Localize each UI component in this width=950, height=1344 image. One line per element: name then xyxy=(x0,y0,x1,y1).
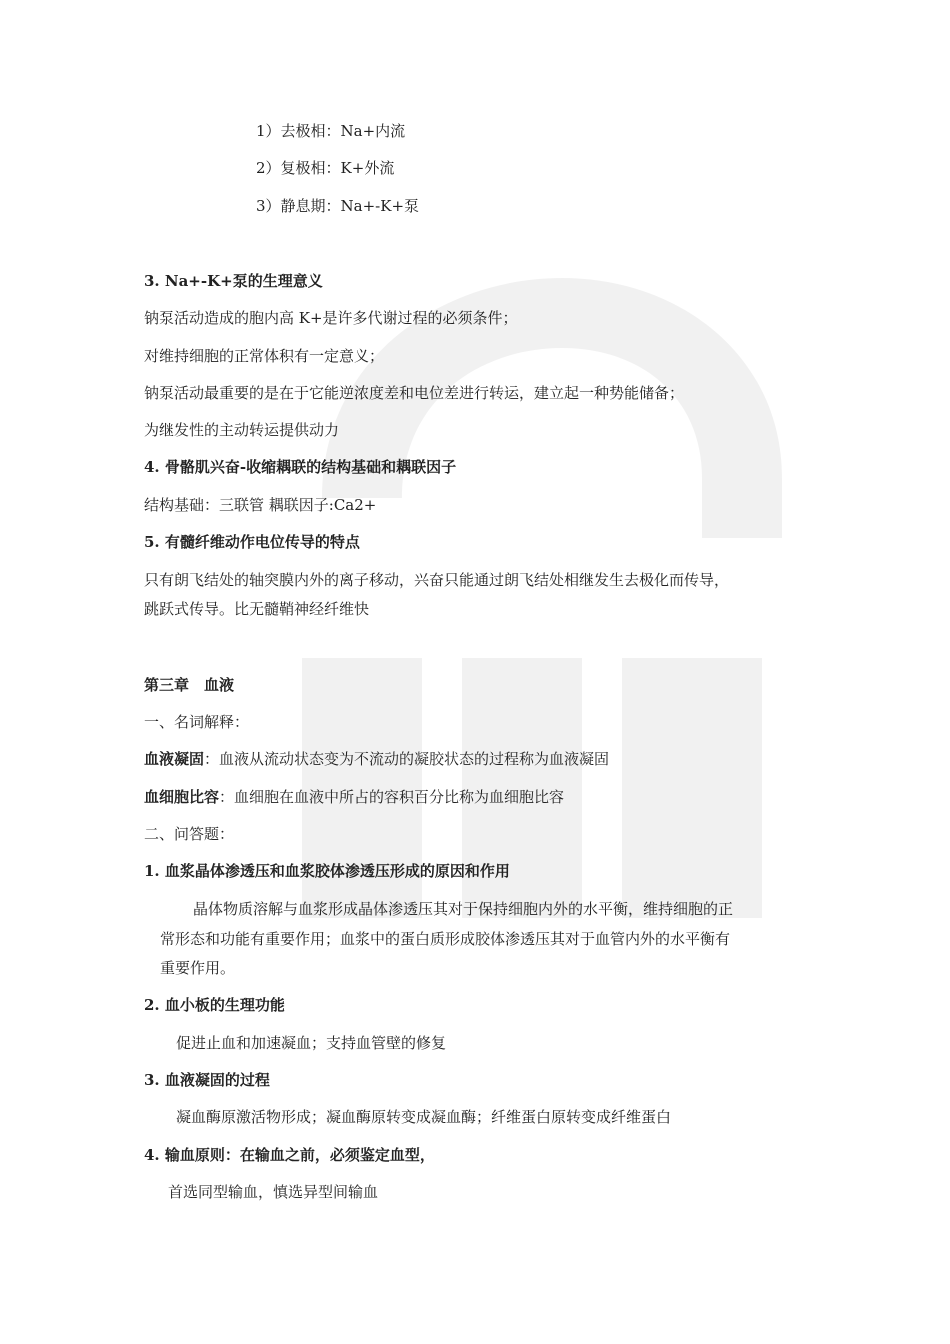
question-heading: 3. 血液凝固的过程 xyxy=(144,1071,270,1089)
paragraph-line: 钠泵活动造成的胞内高 K+是许多代谢过程的必须条件； xyxy=(144,309,518,327)
chapter-title: 第三章 血液 xyxy=(144,676,235,694)
answer-line: 重要作用。 xyxy=(160,959,236,977)
paragraph-line: 为继发性的主动转运提供动力 xyxy=(144,421,340,439)
section-heading: 3. Na+-K+泵的生理意义 xyxy=(144,272,323,290)
answer-line: 常形态和功能有重要作用；血浆中的蛋白质形成胶体渗透压其对于血管内外的水平衡有 xyxy=(160,930,731,948)
answer-line: 晶体物质溶解与血浆形成晶体渗透压其对于保持细胞内外的水平衡，维持细胞的正 xyxy=(193,900,734,918)
answer-line: 首选同型输血，慎选异型间输血 xyxy=(168,1183,379,1201)
definition: ：血细胞在血液中所占的容积百分比称为血细胞比容 xyxy=(219,788,565,806)
phase-item: 2）复极相：K+外流 xyxy=(256,159,395,177)
question-heading: 2. 血小板的生理功能 xyxy=(144,996,285,1014)
paragraph-line: 钠泵活动最重要的是在于它能逆浓度差和电位差进行转运，建立起一种势能储备； xyxy=(144,384,685,402)
answer-line: 凝血酶原激活物形成；凝血酶原转变成凝血酶；纤维蛋白原转变成纤维蛋白 xyxy=(176,1108,672,1126)
subsection-heading: 一、名词解释： xyxy=(144,713,250,731)
definition: ：血液从流动状态变为不流动的凝胶状态的过程称为血液凝固 xyxy=(204,750,610,768)
paragraph-line: 只有朗飞结处的轴突膜内外的离子移动，兴奋只能通过朗飞结处相继发生去极化而传导， xyxy=(144,571,730,589)
section-heading: 4. 骨骼肌兴奋-收缩耦联的结构基础和耦联因子 xyxy=(144,458,457,476)
question-heading: 4. 输血原则：在输血之前，必须鉴定血型， xyxy=(144,1146,435,1164)
term-definition xyxy=(144,749,609,769)
paragraph-line: 跳跃式传导。比无髓鞘神经纤维快 xyxy=(144,600,370,618)
term-definition xyxy=(144,787,564,807)
paragraph-line: 对维持细胞的正常体积有一定意义； xyxy=(144,347,385,365)
phase-item: 3）静息期：Na+-K+泵 xyxy=(256,197,420,215)
question-heading: 1. 血浆晶体渗透压和血浆胶体渗透压形成的原因和作用 xyxy=(144,862,510,880)
subsection-heading: 二、问答题： xyxy=(144,825,235,843)
phase-item: 1）去极相：Na+内流 xyxy=(256,122,406,140)
term: 血液凝固 xyxy=(144,750,205,768)
answer-line: 促进止血和加速凝血；支持血管壁的修复 xyxy=(176,1034,447,1052)
paragraph-line: 结构基础：三联管 耦联因子:Ca2+ xyxy=(144,496,377,514)
section-heading: 5. 有髓纤维动作电位传导的特点 xyxy=(144,533,360,551)
term: 血细胞比容 xyxy=(144,788,220,806)
